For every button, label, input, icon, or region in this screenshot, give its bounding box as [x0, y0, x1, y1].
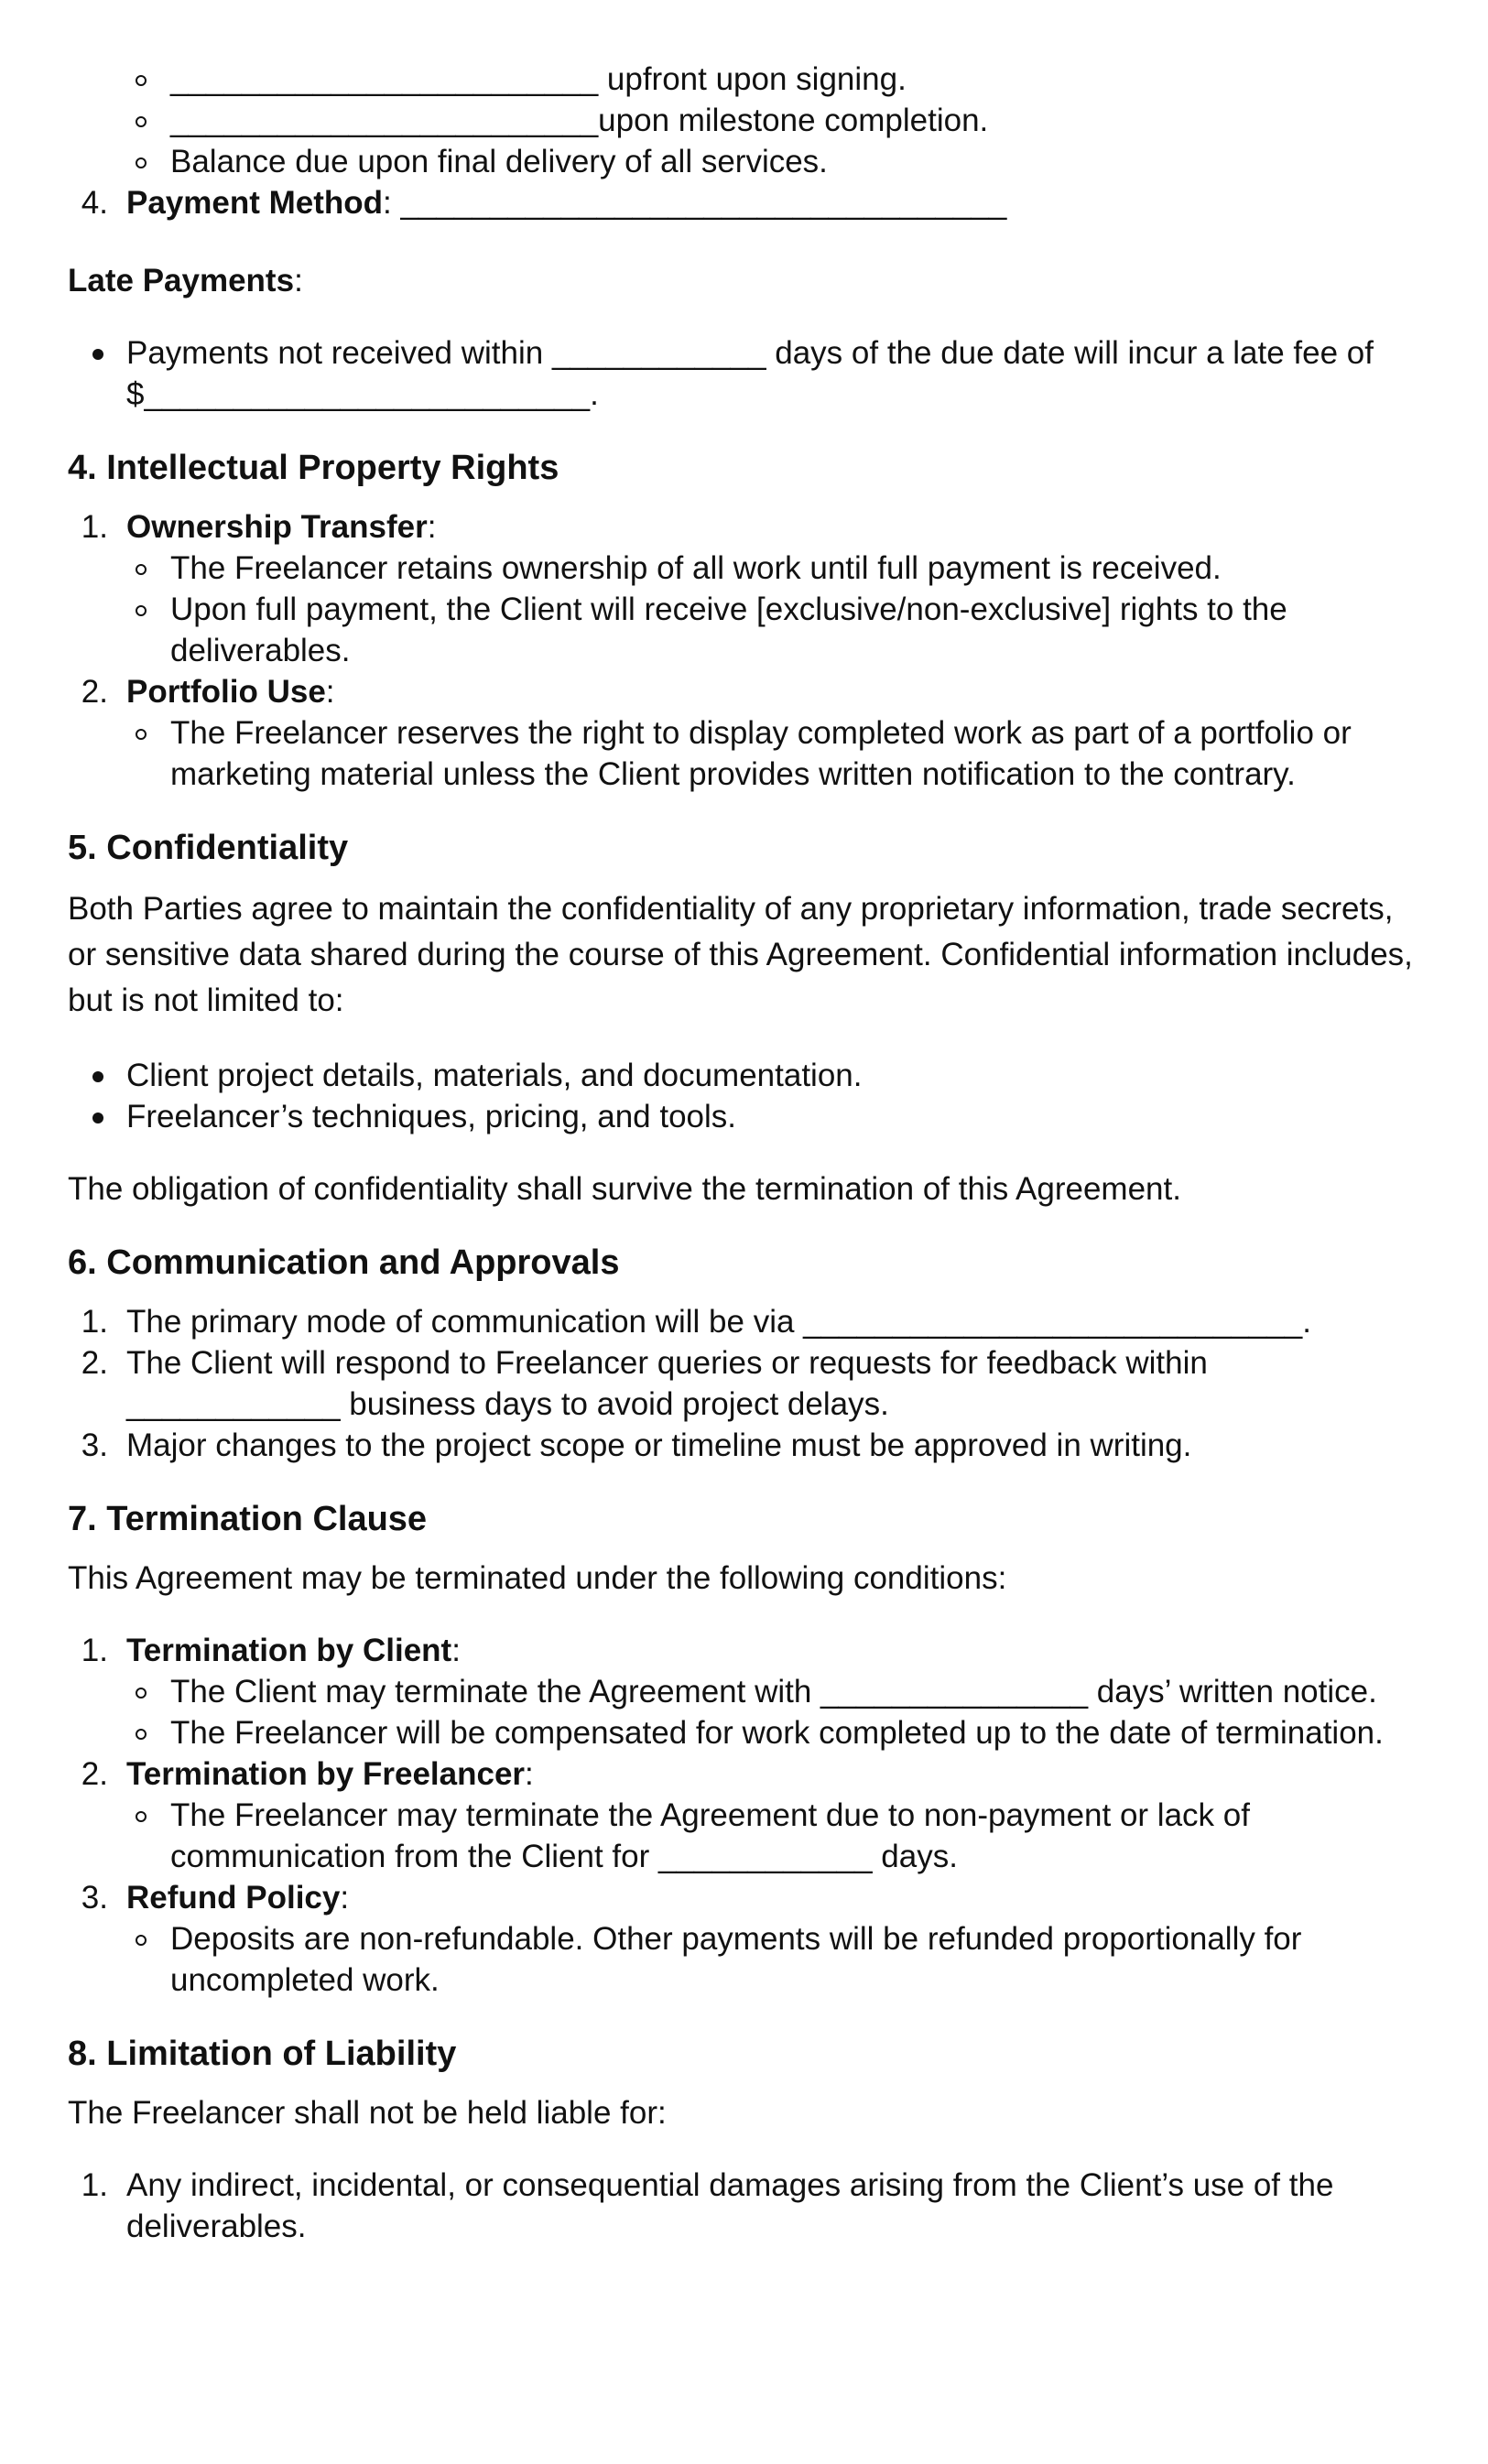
late-payments-heading [68, 260, 1420, 301]
list-item: Freelancer’s techniques, pricing, and tools. [126, 1096, 1420, 1137]
ownership-transfer-sublist [126, 548, 1420, 671]
payment-milestone-item: ________________________upon milestone completion. [170, 100, 1420, 141]
section-6-list [68, 1301, 1420, 1466]
termination-by-client-item [68, 1630, 1420, 1753]
list-item: Deposits are non-refundable. Other payments will be refunded proportionally for uncompleted work. [170, 1918, 1420, 2001]
payment-upfront-item: ________________________ upfront upon signing. [170, 59, 1420, 100]
colon: : [427, 509, 437, 545]
section-8-list [68, 2165, 1420, 2247]
list-item: Upon full payment, the Client will receive [exclusive/non-exclusive] rights to the deliverables. [170, 589, 1420, 671]
list-number: 1. [81, 509, 108, 545]
payment-balance-item: Balance due upon final delivery of all services. [170, 141, 1420, 182]
payment-schedule-list [68, 59, 1420, 182]
termination-by-freelancer-item [68, 1753, 1420, 1877]
ownership-transfer-label: Ownership Transfer [126, 509, 428, 545]
late-fee-item: Payments not received within ____________ days of the due date will incur a late fee of $_________________________. [126, 332, 1420, 415]
refund-policy-label: Refund Policy [126, 1880, 341, 1916]
refund-policy-sublist [126, 1918, 1420, 2001]
list-number: 4. [81, 185, 108, 221]
section-6-title: 6. Communication and Approvals [68, 1243, 620, 1282]
termination-by-client-label: Termination by Client [126, 1633, 452, 1668]
confidentiality-list [68, 1055, 1420, 1137]
payment-method-blank: __________________________________ [391, 185, 1007, 221]
list-item: The Freelancer reserves the right to display completed work as part of a portfolio or marketing material unless the Client provides written notification to the contrary. [170, 712, 1420, 795]
list-item: The Freelancer retains ownership of all work until full payment is received. [170, 548, 1420, 589]
list-item: The Client may terminate the Agreement with _______________ days’ written notice. [170, 1671, 1420, 1712]
section-5-title: 5. Confidentiality [68, 829, 349, 867]
list-item-text: Major changes to the project scope or timeline must be approved in writing. [126, 1427, 1192, 1463]
list-item [68, 1425, 1420, 1466]
ownership-transfer-item [68, 506, 1420, 671]
payment-method-label: Payment Method [126, 185, 384, 221]
portfolio-use-item [68, 671, 1420, 795]
list-number: 3. [81, 1880, 108, 1916]
list-number: 1. [81, 1304, 108, 1340]
colon: : [294, 263, 303, 299]
portfolio-use-sublist [126, 712, 1420, 795]
section-7-title: 7. Termination Clause [68, 1500, 428, 1538]
list-item: The Freelancer will be compensated for work completed up to the date of termination. [170, 1712, 1420, 1753]
list-item [68, 2165, 1420, 2247]
colon: : [325, 674, 335, 710]
colon: : [383, 185, 392, 221]
termination-by-freelancer-sublist [126, 1795, 1420, 1877]
liability-intro: The Freelancer shall not be held liable for: [68, 2095, 667, 2131]
colon: : [525, 1756, 534, 1792]
list-item: The Freelancer may terminate the Agreement due to non-payment or lack of communication from the Client for ____________ days. [170, 1795, 1420, 1877]
termination-by-freelancer-label: Termination by Freelancer [126, 1756, 526, 1792]
confidentiality-closing: The obligation of confidentiality shall survive the termination of this Agreement. [68, 1171, 1181, 1207]
list-item-text: The primary mode of communication will be via ____________________________. [126, 1304, 1311, 1340]
section-4-title: 4. Intellectual Property Rights [68, 449, 559, 487]
termination-by-client-sublist [126, 1671, 1420, 1753]
colon: : [451, 1633, 461, 1668]
list-number: 1. [81, 2167, 108, 2203]
colon: : [340, 1880, 350, 1916]
list-number: 2. [81, 1345, 108, 1381]
list-number: 3. [81, 1427, 108, 1463]
list-item [68, 1301, 1420, 1342]
confidentiality-intro: Both Parties agree to maintain the confidentiality of any proprietary information, trade secrets, or sensitive data shared during the course of this Agreement. Confidential information includes, but is not limited to: [68, 891, 1413, 1018]
payment-method-list [68, 182, 1420, 223]
list-number: 2. [81, 674, 108, 710]
termination-intro: This Agreement may be terminated under the following conditions: [68, 1560, 1007, 1596]
list-item-text: The Client will respond to Freelancer queries or requests for feedback within ____________ business days to avoid project delays. [126, 1345, 1208, 1422]
list-item: Client project details, materials, and documentation. [126, 1055, 1420, 1096]
section-7-list [68, 1630, 1420, 2001]
list-item [68, 1342, 1420, 1425]
section-8-title: 8. Limitation of Liability [68, 2035, 457, 2073]
payment-method-item [68, 182, 1420, 223]
late-payments-label: Late Payments [68, 263, 295, 299]
portfolio-use-label: Portfolio Use [126, 674, 326, 710]
list-item-text: Any indirect, incidental, or consequential damages arising from the Client’s use of the deliverables. [126, 2167, 1334, 2244]
late-payments-list [68, 332, 1420, 415]
refund-policy-item [68, 1877, 1420, 2001]
list-number: 2. [81, 1756, 108, 1792]
section-4-list [68, 506, 1420, 795]
list-number: 1. [81, 1633, 108, 1668]
